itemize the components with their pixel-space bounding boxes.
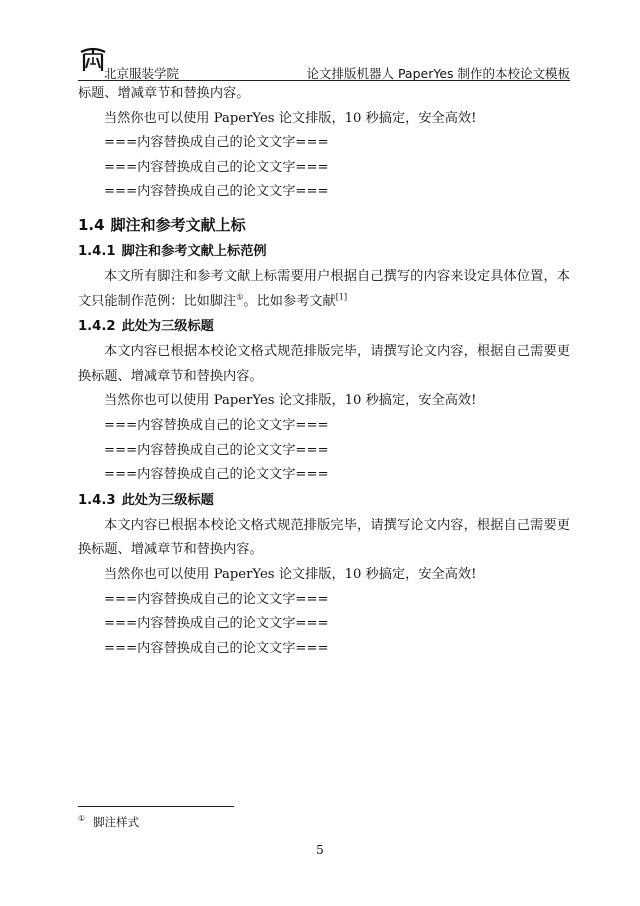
footnote	[78, 814, 139, 830]
placeholder-line: ===内容替换成自己的论文文字===	[104, 616, 329, 632]
footnote-separator	[78, 806, 234, 807]
header-institution: 北京服装学院	[104, 66, 180, 81]
subsection-number: 1.4.3	[78, 492, 116, 508]
paragraph-body: 本文内容已根据本校论文格式规范排版完毕，请撰写论文内容，根据自己需要更换标题、增减章节和替换内容。	[78, 344, 570, 384]
section-number: 1.4	[78, 215, 105, 234]
paragraph-footnote-example	[78, 265, 570, 314]
paragraph-paperyes: 当然你也可以使用 PaperYes 论文排版，10 秒搞定，安全高效!	[104, 566, 477, 582]
header-title: 论文排版机器人 PaperYes 制作的本校论文模板	[306, 66, 570, 81]
page-number: 5	[316, 843, 324, 857]
subsection-title: 此处为三级标题	[121, 319, 214, 335]
footnote-text: 脚注样式	[93, 815, 140, 829]
subsection-title: 脚注和参考文献上标范例	[121, 243, 267, 259]
section-title: 脚注和参考文献上标	[110, 215, 246, 234]
placeholder-line: ===内容替换成自己的论文文字===	[104, 184, 329, 200]
main-content	[78, 82, 570, 661]
paragraph-paperyes: 当然你也可以使用 PaperYes 论文排版，10 秒搞定，安全高效!	[104, 110, 477, 126]
subsection-heading-1-4-3	[78, 488, 570, 514]
placeholder-line: ===内容替换成自己的论文文字===	[104, 640, 329, 656]
subsection-number: 1.4.2	[78, 319, 116, 335]
placeholder-line: ===内容替换成自己的论文文字===	[104, 417, 329, 433]
placeholder-line: ===内容替换成自己的论文文字===	[104, 135, 329, 151]
placeholder-line: ===内容替换成自己的论文文字===	[104, 467, 329, 483]
subsection-title: 此处为三级标题	[121, 492, 214, 508]
paragraph-paperyes: 当然你也可以使用 PaperYes 论文排版，10 秒搞定，安全高效!	[104, 393, 477, 409]
paragraph-continued: 标题、增减章节和替换内容。	[78, 86, 250, 101]
paragraph-body: 本文内容已根据本校论文格式规范排版完毕，请撰写论文内容，根据自己需要更换标题、增减章节和替换内容。	[78, 517, 570, 558]
citation-reference[interactable]: [1]	[335, 292, 348, 302]
footnote-example-text: 本文所有脚注和参考文献上标需要用户根据自己撰写的内容来设定具体位置，本文只能制作范例：比如脚注	[78, 268, 570, 309]
placeholder-line: ===内容替换成自己的论文文字===	[104, 442, 329, 458]
footnote-reference[interactable]: ①	[236, 292, 244, 302]
subsection-number: 1.4.1	[78, 243, 116, 259]
footnote-example-text-2: 。比如参考文献	[243, 293, 336, 309]
placeholder-line: ===内容替换成自己的论文文字===	[104, 159, 329, 175]
footnote-mark: ①	[78, 814, 86, 823]
subsection-heading-1-4-1	[78, 239, 570, 265]
page-header	[78, 40, 570, 81]
placeholder-line: ===内容替换成自己的论文文字===	[104, 591, 329, 607]
subsection-heading-1-4-2	[78, 314, 570, 340]
section-heading-1-4	[78, 211, 570, 239]
